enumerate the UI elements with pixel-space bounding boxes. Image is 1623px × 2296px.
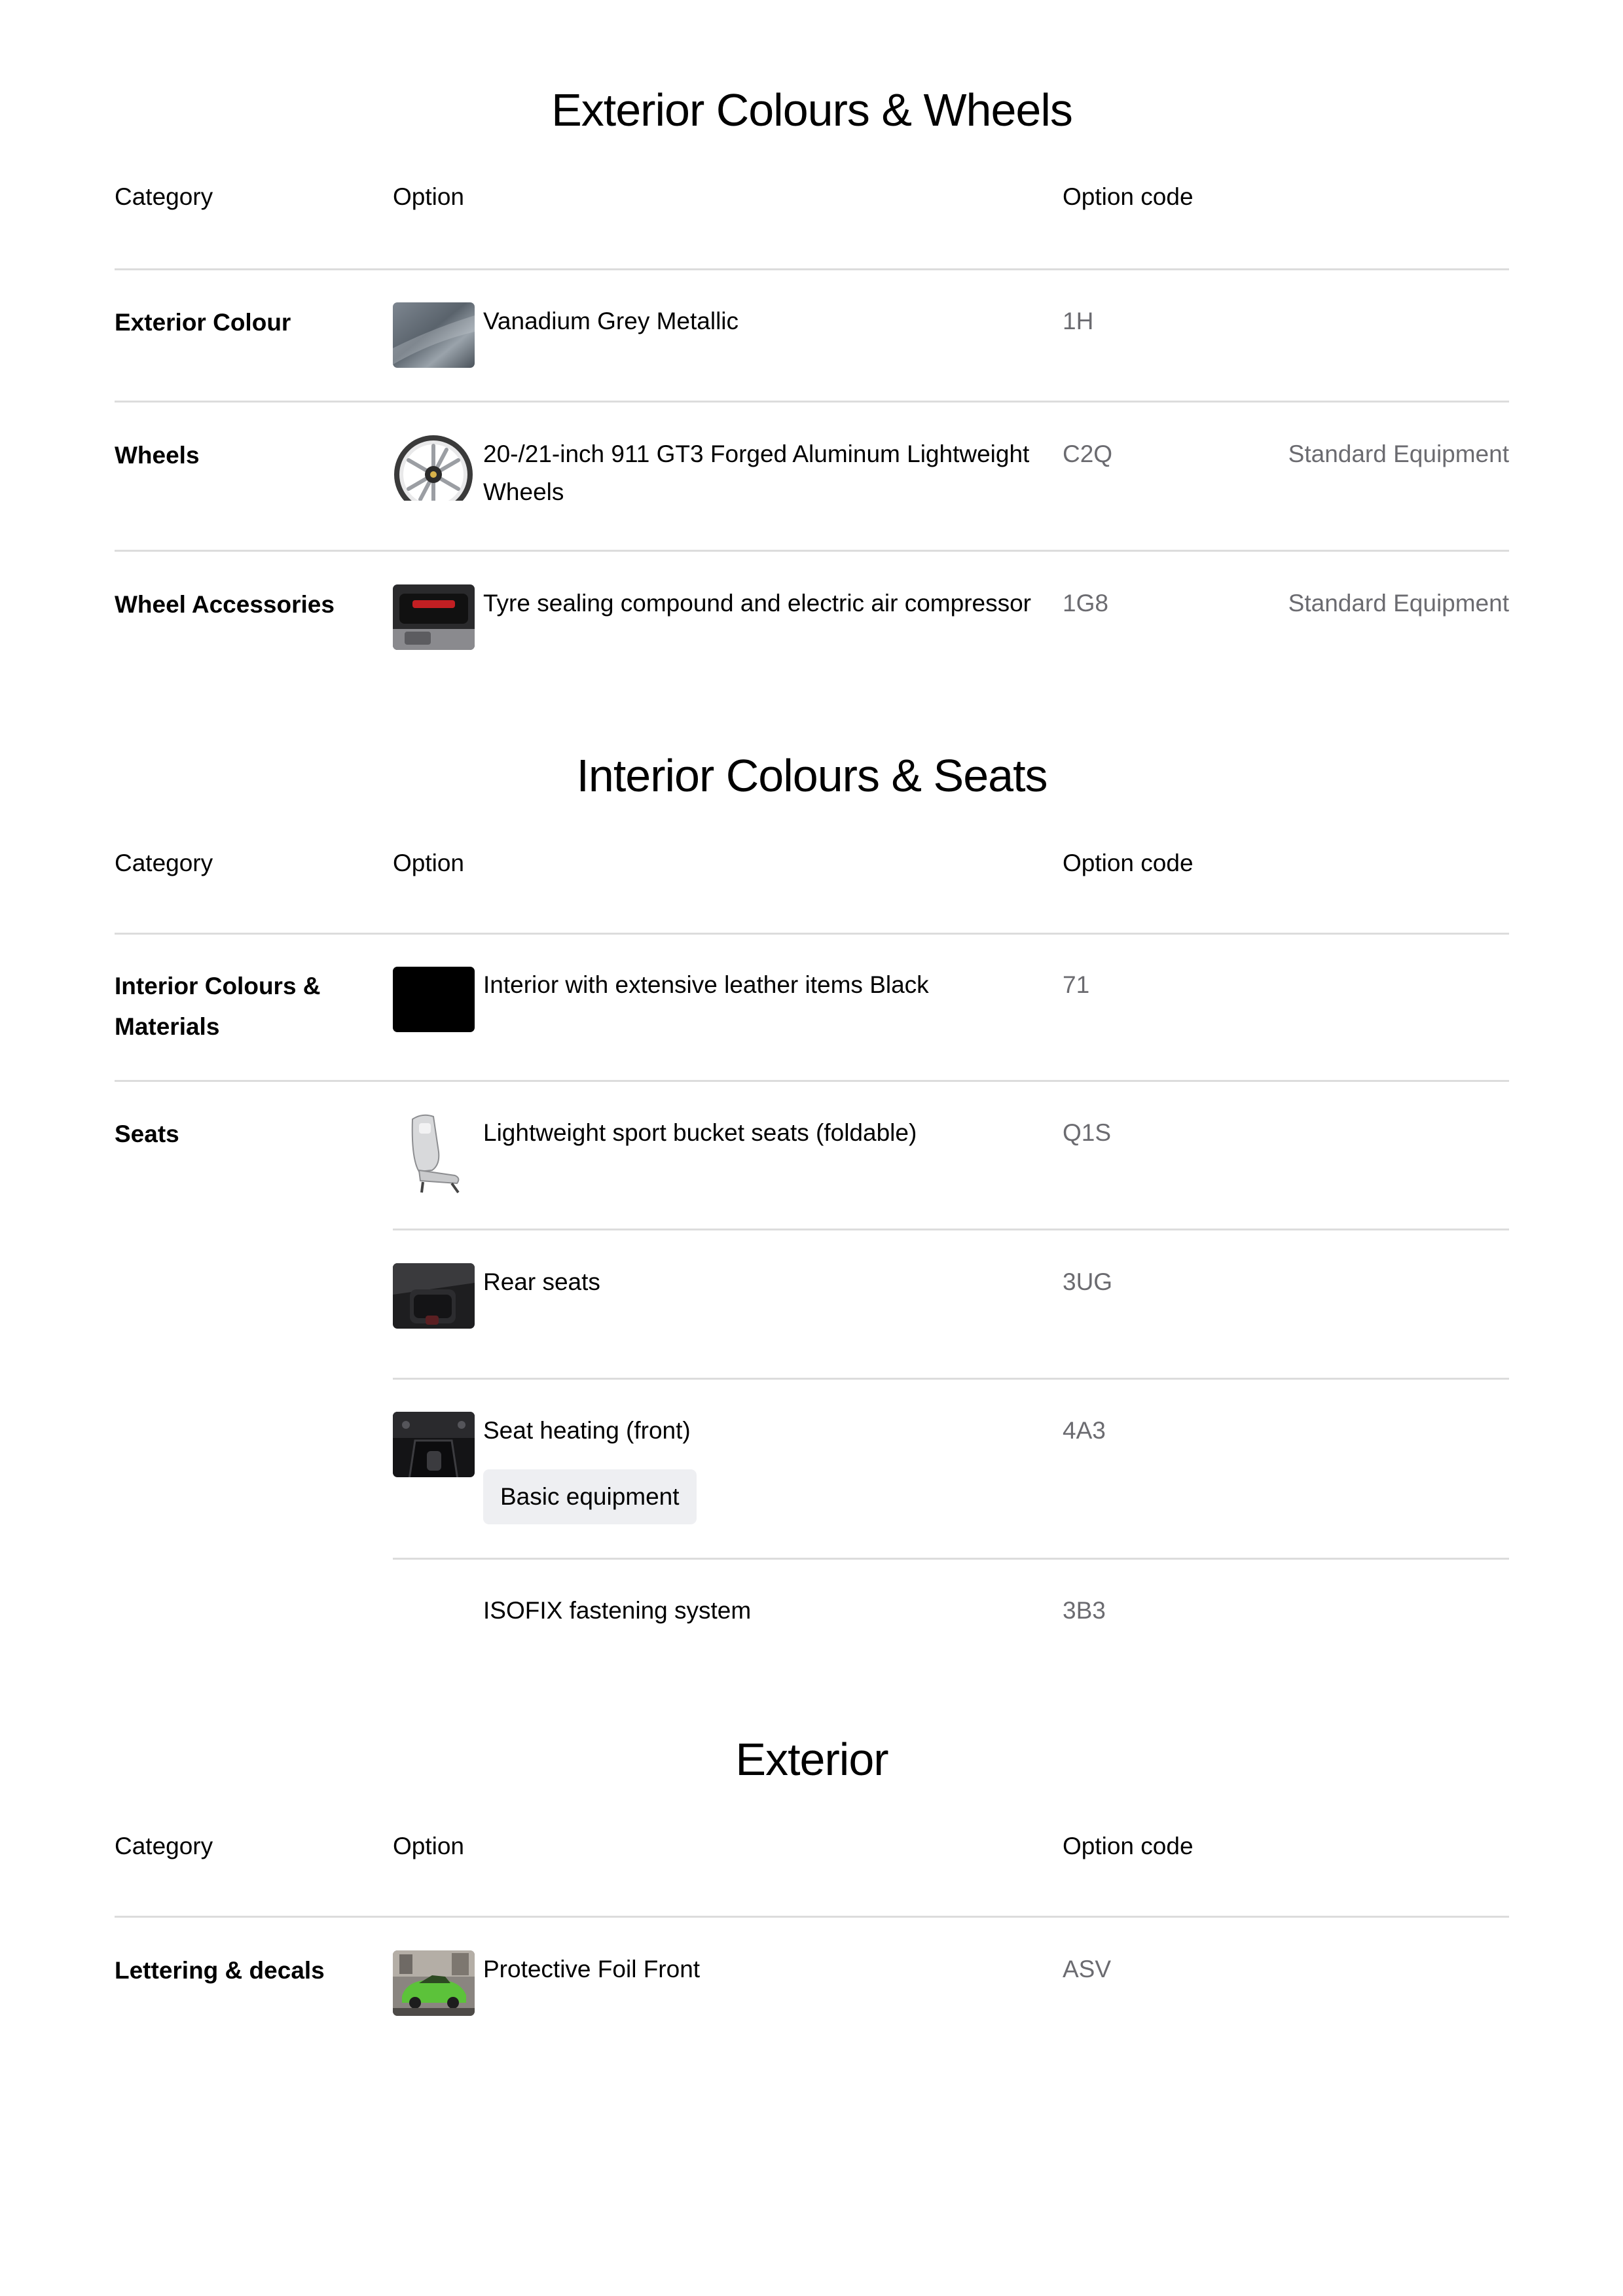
option-code: 1H xyxy=(1063,308,1094,334)
option-label: 20-/21-inch 911 GT3 Forged Aluminum Lightweight Wheels xyxy=(483,440,1030,505)
option-code: ASV xyxy=(1063,1956,1112,1982)
basic-equipment-badge: Basic equipment xyxy=(483,1469,697,1524)
option-label: Protective Foil Front xyxy=(483,1956,701,1982)
column-header-category: Category xyxy=(115,850,213,876)
option-label: Lightweight sport bucket seats (foldable) xyxy=(483,1119,917,1146)
column-header-category: Category xyxy=(115,1833,213,1859)
compressor-kit-image xyxy=(393,584,475,650)
option-code: 71 xyxy=(1063,971,1090,998)
option-code: Q1S xyxy=(1063,1119,1112,1146)
category-label: Lettering & decals xyxy=(115,1957,325,1984)
divider xyxy=(115,933,1509,935)
option-label: Tyre sealing compound and electric air compressor xyxy=(483,590,1031,617)
seat-heating-image xyxy=(393,1412,475,1477)
category-label: Exterior Colour xyxy=(115,309,291,336)
divider xyxy=(115,401,1509,403)
bucket-seat-image xyxy=(393,1113,475,1198)
option-label: ISOFIX fastening system xyxy=(483,1597,752,1624)
option-code: 3B3 xyxy=(1063,1597,1106,1624)
option-label: Vanadium Grey Metallic xyxy=(483,308,739,334)
standard-equipment-note: Standard Equipment xyxy=(1288,440,1509,467)
black-interior-swatch xyxy=(393,967,475,1032)
column-header-option: Option xyxy=(393,850,465,876)
option-code: 1G8 xyxy=(1063,590,1108,617)
column-header-option-code: Option code xyxy=(1063,1833,1194,1859)
option-code: 3UG xyxy=(1063,1268,1113,1295)
forged-wheel-image xyxy=(393,435,475,501)
column-header-option: Option xyxy=(393,1833,465,1859)
category-label: Wheels xyxy=(115,442,200,469)
protective-foil-image xyxy=(393,1950,475,2016)
divider xyxy=(393,1229,1509,1230)
category-label: Seats xyxy=(115,1121,179,1147)
divider xyxy=(115,1916,1509,1918)
column-header-category: Category xyxy=(115,183,213,210)
standard-equipment-note: Standard Equipment xyxy=(1288,590,1509,617)
divider xyxy=(115,1080,1509,1082)
option-label: Rear seats xyxy=(483,1268,600,1295)
category-label: Wheel Accessories xyxy=(115,591,335,618)
rear-seats-image xyxy=(393,1263,475,1329)
column-header-option-code: Option code xyxy=(1063,850,1194,876)
section-title-exterior: Exterior xyxy=(735,1734,888,1785)
section-title-interior-colours-seats: Interior Colours & Seats xyxy=(576,750,1048,801)
option-code: C2Q xyxy=(1063,440,1113,467)
column-header-option-code: Option code xyxy=(1063,183,1194,210)
category-label: Interior Colours & Materials xyxy=(115,973,321,1040)
divider xyxy=(393,1378,1509,1380)
column-header-option: Option xyxy=(393,183,465,210)
option-label: Seat heating (front) xyxy=(483,1417,691,1444)
vanadium-grey-swatch xyxy=(393,302,475,368)
divider xyxy=(115,550,1509,552)
option-label: Interior with extensive leather items Black xyxy=(483,971,929,998)
section-title-exterior-colours-wheels: Exterior Colours & Wheels xyxy=(551,84,1072,135)
divider xyxy=(115,268,1509,270)
divider xyxy=(393,1558,1509,1560)
option-code: 4A3 xyxy=(1063,1417,1106,1444)
